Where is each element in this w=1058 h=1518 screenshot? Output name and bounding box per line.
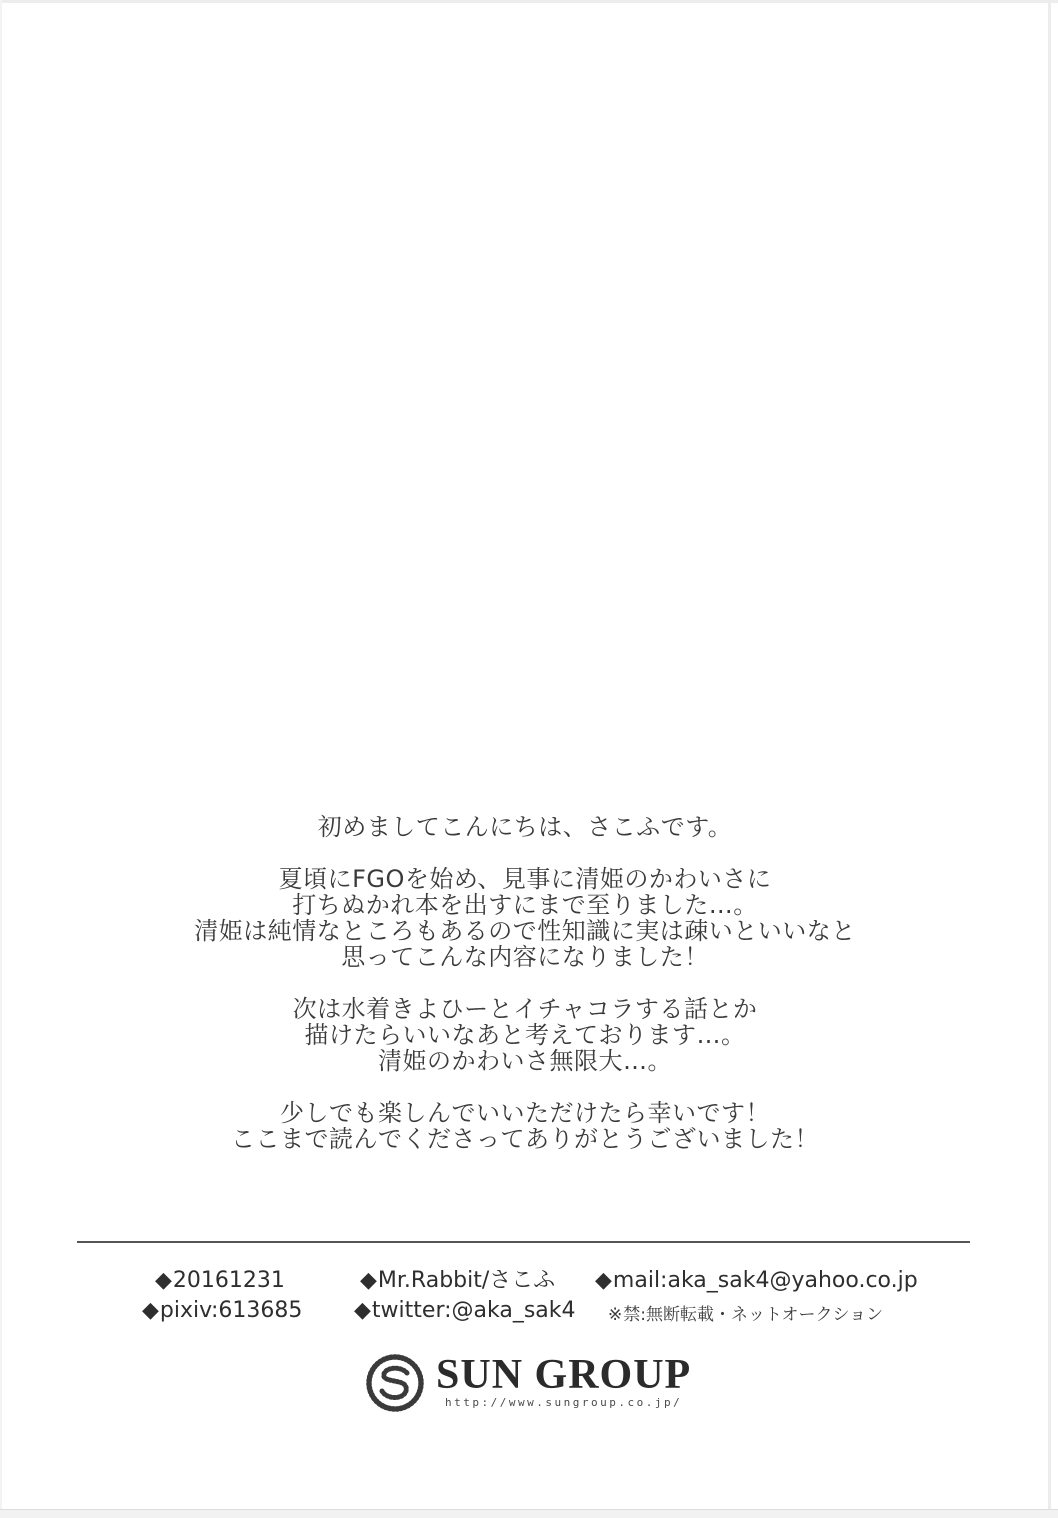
diamond-bullet-icon: ◆ <box>142 1298 159 1323</box>
scan-edge-bottom <box>0 1509 1058 1518</box>
afterword-line: 清姫は純情なところもあるので性知識に実は疎いといいなと <box>194 917 856 945</box>
afterword-line: 描けたらいいなあと考えております…。 <box>304 1021 746 1049</box>
footer-divider-rule <box>77 1241 970 1243</box>
sun-group-s-logo-icon <box>364 1352 426 1414</box>
credit-circle-author <box>360 1268 555 1294</box>
diamond-bullet-icon: ◆ <box>155 1268 172 1293</box>
afterword-line: 次は水着きよひーとイチャコラする話とか <box>292 995 758 1023</box>
credit-prohibition-text: 禁:無断転載・ネットオークション <box>623 1305 884 1325</box>
reference-mark-icon: ※ <box>608 1305 623 1325</box>
credit-twitter <box>354 1298 576 1324</box>
afterword-text-block <box>0 814 1050 1152</box>
credit-circle-author-text: Mr.Rabbit/さこふ <box>377 1268 556 1293</box>
credit-date <box>155 1268 285 1294</box>
scan-edge-top <box>0 0 1058 3</box>
afterword-line: 思ってこんな内容になりました！ <box>341 943 709 971</box>
diamond-bullet-icon: ◆ <box>354 1298 371 1323</box>
credit-prohibition-notice <box>608 1302 883 1328</box>
scan-edge-right <box>1048 0 1051 1518</box>
afterword-line: 打ちぬかれ本を出すにまで至りました…。 <box>292 891 758 919</box>
credit-twitter-text: twitter:@aka_sak4 <box>371 1298 576 1323</box>
afterword-line: 清姫のかわいさ無限大…。 <box>378 1047 672 1075</box>
scan-edge-left <box>0 0 2 1518</box>
afterword-line: 夏頃にFGOを始め、見事に清姫のかわいさに <box>278 865 772 893</box>
publisher-url: http://www.sungroup.co.jp/ <box>445 1396 683 1409</box>
afterword-line <box>0 840 1050 866</box>
credit-date-text: 20161231 <box>172 1268 285 1293</box>
credit-pixiv <box>142 1298 302 1324</box>
publisher-logo-block <box>364 1350 691 1414</box>
afterword-line: 初めましてこんにちは、さこふです。 <box>317 813 733 841</box>
credit-mail <box>595 1268 918 1294</box>
publisher-text-block <box>436 1352 692 1409</box>
afterword-line: 少しでも楽しんでいいただけたら幸いです！ <box>280 1099 770 1127</box>
afterword-line <box>0 1074 1050 1100</box>
diamond-bullet-icon: ◆ <box>595 1268 612 1293</box>
diamond-bullet-icon: ◆ <box>360 1268 377 1293</box>
afterword-line: ここまで読んでくださってありがとうございました！ <box>231 1125 819 1153</box>
credit-pixiv-text: pixiv:613685 <box>159 1298 303 1323</box>
credit-mail-text: mail:aka_sak4@yahoo.co.jp <box>612 1268 918 1293</box>
publisher-name: SUN GROUP <box>436 1352 692 1398</box>
afterword-line <box>0 970 1050 996</box>
